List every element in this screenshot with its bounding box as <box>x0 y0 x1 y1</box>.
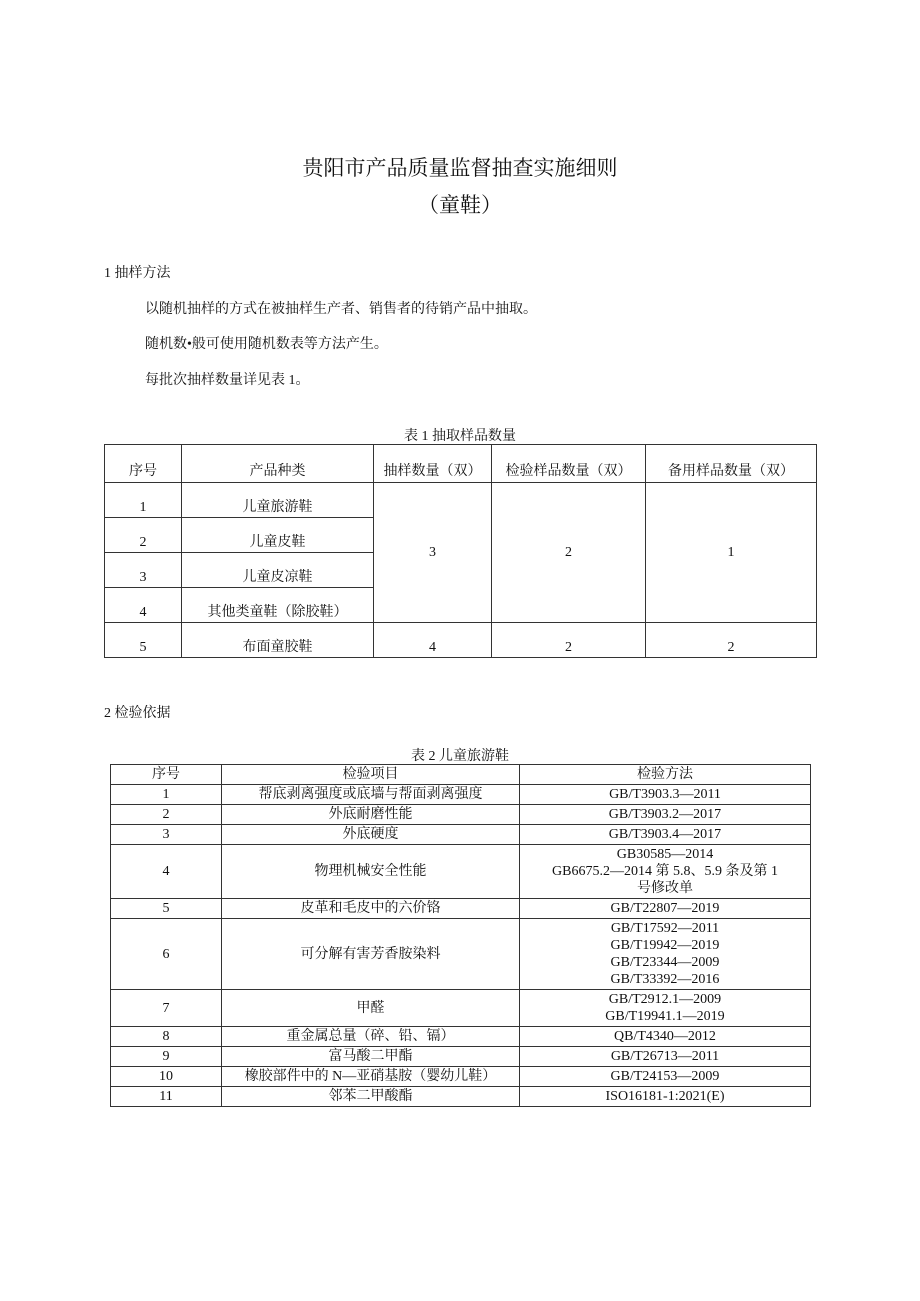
method-standard: GB/T3903.2—2017 <box>608 807 722 822</box>
method-standard: GB/T3903.3—2011 <box>609 787 721 802</box>
table-row <box>111 1087 811 1107</box>
inspection-item: 外底硬度 <box>222 825 520 845</box>
inspection-method <box>520 785 811 805</box>
inspection-basis-table <box>110 764 811 1107</box>
method-standard: GB/T26713—2011 <box>610 1049 720 1064</box>
product-category: 儿童皮凉鞋 <box>182 553 374 588</box>
paragraph-1: 以随机抽样的方式在被抽样生产者、销售者的待销产品中抽取。 <box>145 302 537 317</box>
inspection-method <box>520 899 811 919</box>
row-number: 2 <box>105 518 182 553</box>
section-2-heading: 2 检验依据 <box>104 706 171 721</box>
paragraph-3: 每批次抽样数量详见表 1。 <box>145 373 310 388</box>
inspection-item: 物理机械安全性能 <box>222 845 520 899</box>
table-row <box>111 845 811 899</box>
backup-quantity: 2 <box>646 623 817 658</box>
method-standard: GB/T2912.1—2009 <box>608 992 722 1007</box>
row-number: 5 <box>105 623 182 658</box>
header-cell: 序号 <box>105 445 182 483</box>
row-number: 9 <box>111 1047 222 1067</box>
test-quantity: 2 <box>492 623 646 658</box>
inspection-method <box>520 1027 811 1047</box>
row-number: 4 <box>111 845 222 899</box>
method-standard: ISO16181-1:2021(E) <box>605 1089 725 1104</box>
row-number: 8 <box>111 1027 222 1047</box>
row-number: 5 <box>111 899 222 919</box>
header-cell: 抽样数量（双） <box>374 445 492 483</box>
table-row <box>105 483 817 518</box>
method-standard: 号修改单 <box>637 881 693 896</box>
method-standard: GB/T33392—2016 <box>610 972 720 987</box>
inspection-method <box>520 845 811 899</box>
row-number: 7 <box>111 990 222 1027</box>
document-title: 贵阳市产品质量监督抽查实施细则 <box>302 156 618 180</box>
table-header-row <box>105 445 817 483</box>
row-number: 3 <box>105 553 182 588</box>
table-1-caption: 表 1 抽取样品数量 <box>404 429 516 444</box>
row-number: 2 <box>111 805 222 825</box>
method-standard: GB/T23344—2009 <box>610 955 720 970</box>
inspection-method <box>520 1087 811 1107</box>
table-row <box>111 899 811 919</box>
inspection-item: 可分解有害芳香胺染料 <box>222 919 520 990</box>
row-number: 10 <box>111 1067 222 1087</box>
inspection-item: 重金属总量（碎、铅、镉） <box>222 1027 520 1047</box>
table-row <box>111 919 811 990</box>
header-cell: 检验样品数量（双） <box>492 445 646 483</box>
header-cell: 检验方法 <box>520 765 811 785</box>
table-row <box>111 990 811 1027</box>
row-number: 3 <box>111 825 222 845</box>
table-row <box>111 805 811 825</box>
method-standard: GB/T22807—2019 <box>610 901 720 916</box>
table-row <box>111 785 811 805</box>
document-subtitle: （童鞋） <box>418 193 502 217</box>
inspection-method <box>520 805 811 825</box>
method-standard: GB/T19942—2019 <box>610 938 720 953</box>
table-row <box>111 1027 811 1047</box>
row-number: 11 <box>111 1087 222 1107</box>
paragraph-2: 随机数•般可使用随机数表等方法产生。 <box>145 337 388 352</box>
inspection-item: 皮革和毛皮中的六价铬 <box>222 899 520 919</box>
inspection-method <box>520 919 811 990</box>
method-standard: GB6675.2—2014 第 5.8、5.9 条及第 1 <box>552 864 778 879</box>
sample-quantity: 4 <box>374 623 492 658</box>
sample-quantity-table <box>104 444 817 658</box>
sample-quantity: 3 <box>374 483 492 623</box>
inspection-item: 邻苯二甲酸酯 <box>222 1087 520 1107</box>
backup-quantity: 1 <box>646 483 817 623</box>
inspection-item: 富马酸二甲酯 <box>222 1047 520 1067</box>
inspection-method <box>520 1067 811 1087</box>
table-row <box>105 623 817 658</box>
row-number: 4 <box>105 588 182 623</box>
product-category: 儿童皮鞋 <box>182 518 374 553</box>
inspection-method <box>520 1047 811 1067</box>
header-cell: 备用样品数量（双） <box>646 445 817 483</box>
method-standard: GB/T24153—2009 <box>610 1069 720 1084</box>
method-standard: GB/T3903.4—2017 <box>608 827 722 842</box>
row-number: 6 <box>111 919 222 990</box>
inspection-item: 甲醛 <box>222 990 520 1027</box>
test-quantity: 2 <box>492 483 646 623</box>
inspection-item: 外底耐磨性能 <box>222 805 520 825</box>
row-number: 1 <box>105 483 182 518</box>
table-row <box>111 1067 811 1087</box>
method-standard: GB/T19941.1—2019 <box>605 1009 725 1024</box>
inspection-item: 橡胶部件中的 N—亚硝基胺（婴幼儿鞋） <box>222 1067 520 1087</box>
section-1-heading: 1 抽样方法 <box>104 266 171 281</box>
row-number: 1 <box>111 785 222 805</box>
method-standard: GB/T17592—2011 <box>610 921 720 936</box>
header-cell: 产品种类 <box>182 445 374 483</box>
table-row <box>111 825 811 845</box>
table-header-row <box>111 765 811 785</box>
product-category: 其他类童鞋（除胶鞋） <box>182 588 374 623</box>
inspection-method <box>520 990 811 1027</box>
inspection-item: 帮底剥离强度或底墙与帮面剥离强度 <box>222 785 520 805</box>
table-2-caption: 表 2 儿童旅游鞋 <box>411 749 509 764</box>
method-standard: QB/T4340—2012 <box>614 1029 716 1044</box>
header-cell: 检验项目 <box>222 765 520 785</box>
header-cell: 序号 <box>111 765 222 785</box>
inspection-method <box>520 825 811 845</box>
product-category: 布面童胶鞋 <box>182 623 374 658</box>
table-row <box>111 1047 811 1067</box>
method-standard: GB30585—2014 <box>616 847 714 862</box>
product-category: 儿童旅游鞋 <box>182 483 374 518</box>
